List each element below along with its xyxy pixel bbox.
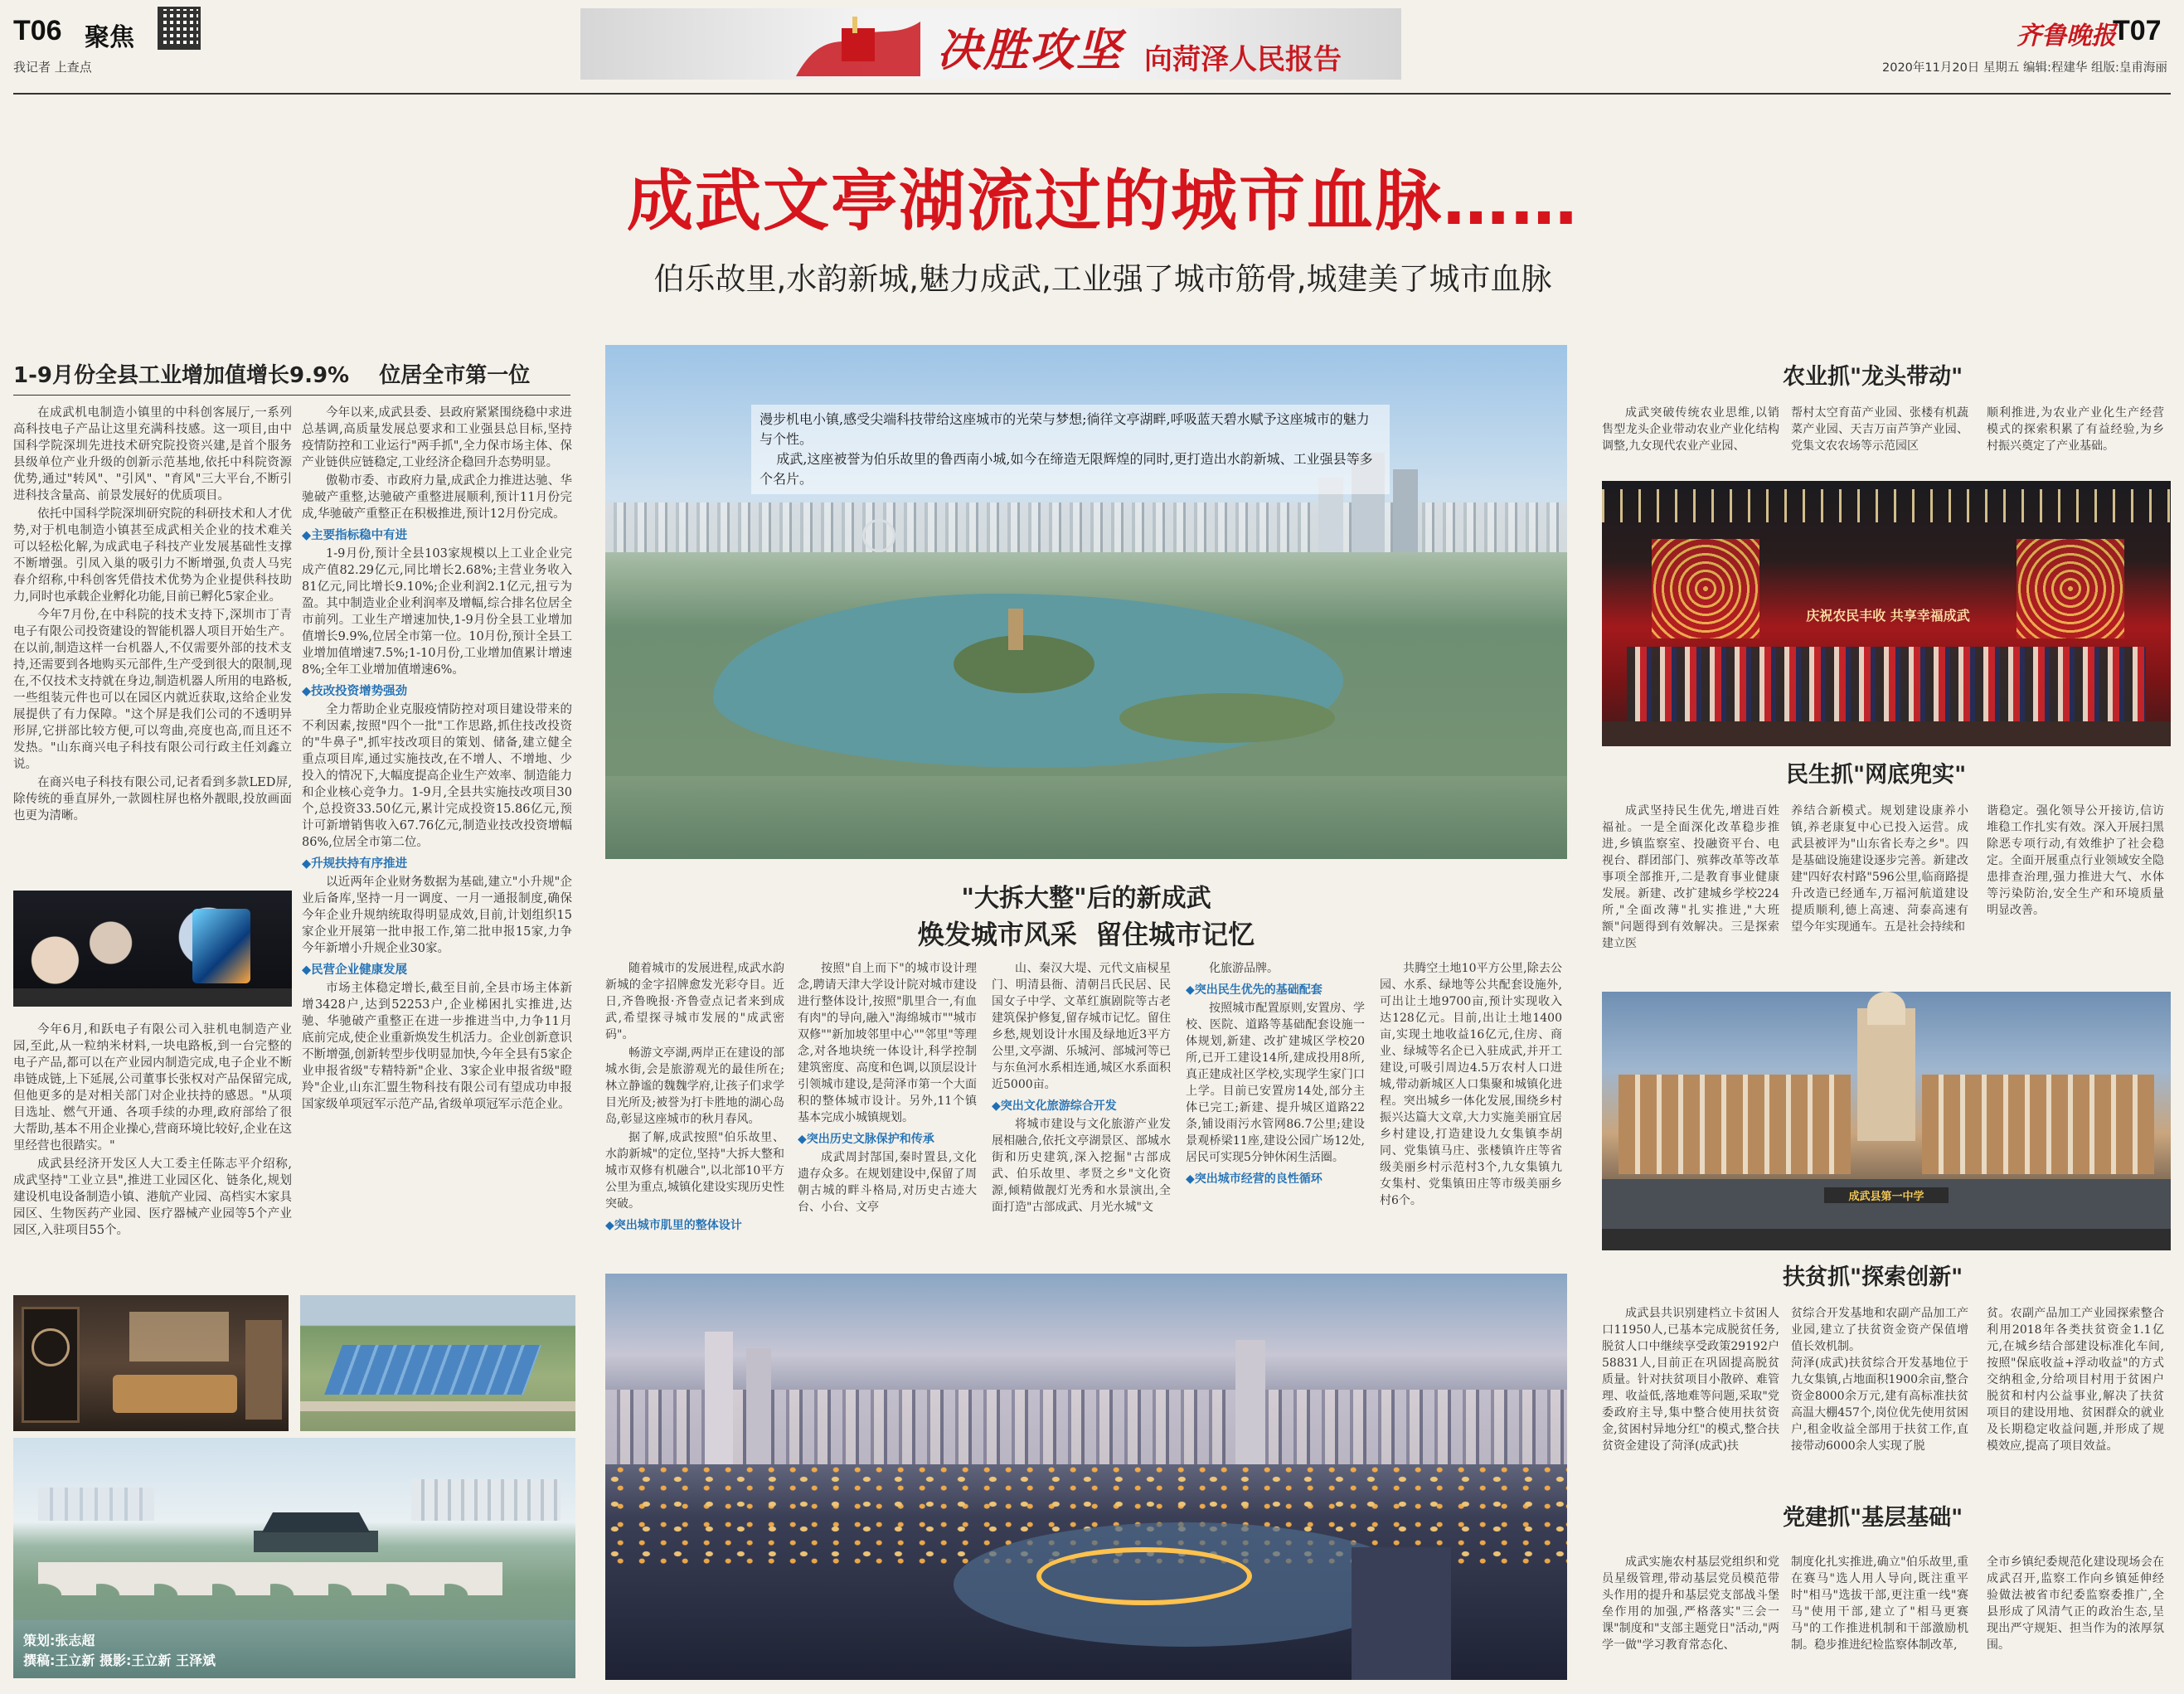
main-headline: 成武文亭湖流过的城市血脉…… (627, 163, 1579, 240)
paragraph: 全力帮助企业克服疫情防控对项目建设带来的不利因素,按照"四个一批"工作思路,抓住技改投资的"牛鼻子",抓牢技改项目的策划、储备,建立健全重点项目库,通过实施技改,在不增人、不增地、少投入的情况下,大幅度提高企业生产效率、制造能力和企业核心竞争力。1-9月,全县共实施技改项目30个,总投资33.50亿元,累计完成投资15.86亿元,预计可新增销售收入67.76亿元,制造业技改投资增幅86%,位居全市第二位。 (302, 703, 572, 849)
paragraph: 据了解,成武按照"伯乐故里、水韵新城"的定位,坚持"大拆大整和城市双修有机融合",以北部10平方公里为重点,城镇化建设实现历史性突破。 (605, 1131, 784, 1211)
section-livelihood-heading: 民生抓"网底兜实" (1786, 762, 1967, 788)
paragraph: 贫综合开发基地和农副产品加工产业园,建立了扶贫资金资产保值增值长效机制。 菏泽(成武)扶贫综合开发基地位于九女集镇,占地面积1900余亩,整合资金8000余万元,建有高标准扶贫高温大棚457个,岗位优先使用贫困户,租金收益全部用于扶贫工作,直接带动6000余人实现了脱 (1791, 1307, 1968, 1453)
photo-caption: 漫步机电小镇,感受尖端科技带给这座城市的光荣与梦想;徜徉文亭湖畔,呼吸蓝天碧水赋予这座城市的魅力与个性。 成武,这座被誉为伯乐故里的鲁西南小城,如今在缔造无限辉煌的同时,更打造出水韵新城、工业强县等多个名片。 (751, 405, 1390, 494)
middle-subheading-2: 焕发城市风采 留住城市记忆 (917, 919, 1255, 950)
header-rule (13, 93, 2171, 95)
section-agriculture-heading: 农业抓"龙头带动" (1783, 364, 1963, 390)
school-sign-text: 成武县第一中学 (1824, 1187, 1949, 1203)
credit-planning: 策划:张志超 (23, 1633, 95, 1648)
lake-aerial-photo (605, 345, 1567, 859)
left-section-name: 聚焦 (85, 23, 134, 52)
paragraph: 按照"自上而下"的城市设计理念,聘请天津大学设计院对城市建设进行整体设计,按照"肌里合一,有血有肉"的导向,融入"海绵城市""城市双修""新加坡邻里中心""邻里"等理念,对各地块统一体设计,科学控制建筑密度、高度和色调,以顶层设计引领城市建设,是菏泽市第一个大面积的整体城市设计。另外,11个镇基本完成小城镇规划。 (798, 962, 977, 1124)
paragraph: 市场主体稳定增长,截至目前,全县市场主体新增3428户,达到52253户,企业梯困扎实推进,达驰、华驰破产重整正在进一步推进当中,力争11月底前完成,使企业重新焕发生机活力。企业创新意识不断增强,创新转型步伐明显加快,今年全县有5家企业申报省级"专精特新"企业、3家企业申报省级"瞪羚"企业,山东汇盟生物科技有限公司有望成功申报国家级单项冠军示范产品,省级单项冠军示范企业。 (302, 982, 572, 1111)
subheading: ◆突出文化旅游综合开发 (992, 1099, 1117, 1113)
agriculture-col-3 (1987, 405, 2164, 488)
paragraph: 成武突破传统农业思维,以销售型龙头企业带动农业产业化结构调整,九女现代农业产业园、 (1602, 406, 1779, 453)
party-col-1 (1602, 1554, 1779, 1678)
led-screen-photo (13, 891, 292, 1007)
livelihood-col-1 (1602, 803, 1779, 985)
bridge-photo (13, 1438, 575, 1678)
paragraph: 共腾空土地10平方公里,除去公园、水系、绿地等公共配套设施外,可出让土地9700亩,预计实现收入达128亿元。目前,出让土地1400亩,实现土地收益16亿元,住房、商业、绿城等名企已入驻成武,并开工建设,可吸引周边4.5万农村人口进城,带动新城区人口集聚和城镇化进程。突出城乡一体化发展,围绕乡村振兴达篇大文章,大力实施美丽宜居乡村建设,打造建设九女集镇李胡同、党集镇马庄、张楼镇许庄等省级美丽乡村示范村3个,九女集镇九女集村、党集镇田庄等市级美丽乡村6个。 (1380, 962, 1562, 1207)
subheading: ◆突出城市肌里的整体设计 (605, 1219, 742, 1232)
section-poverty-heading: 扶贫抓"探索创新" (1783, 1264, 1963, 1290)
paragraph: 1-9月份,预计全县103家规模以上工业企业完成产值82.29亿元,同比增长2.68%;主营业务收入81亿元,同比增长9.10%;企业利润2.1亿元,扭亏为盈。其中制造业企业利润率及增幅,综合排名位居全市前列。工业生产增速加快,1-9月份全县工业增加值增长9.9%,位居全市第一位。10月份,预计全县工业增加值增速7.5%;1-10月份,工业增加值累计增速8%;全年工业增加值增速6%。 (302, 547, 572, 677)
paragraph: 成武周封郜国,秦时置县,文化遗存众多。在规划建设中,保留了周朝古城的畔斗格局,对历史古迹大台、小台、文亭 (798, 1151, 977, 1214)
subheading: ◆突出历史文脉保护和传承 (798, 1133, 934, 1146)
agriculture-col-1 (1602, 405, 1779, 488)
school-building-photo (1602, 992, 2171, 1250)
left-reporter-line: 我记者 上查点 (13, 60, 92, 75)
middle-column-1 (605, 960, 784, 1267)
paragraph: 今年以来,成武县委、县政府紧紧围绕稳中求进总基调,高质量发展总要求和工业强县总目标,坚持疫情防控和工业运行"两手抓",全力保市场主体、保产业链供应链稳定,工业经济企稳回升态势明显。 (302, 406, 572, 469)
paragraph: 依托中国科学院深圳研究院的科研技术和人才优势,对于机电制造小镇甚至成武相关企业的技术难关可以轻松化解,为成武电子科技产业发展基础性支撑不断增强。引凤入巢的吸引力不断增强,负责人马宪春介绍称,中科创客凭借技术优势为企业提供科技助力,同时也承载企业孵化功能,目前已孵化5家企业。 (13, 507, 292, 604)
right-page-number: T07 (2113, 15, 2162, 46)
banner-script: 决胜攻坚 (937, 23, 1123, 76)
showroom-photo (13, 1295, 289, 1431)
left-column-1 (13, 405, 292, 886)
right-logo: 齐鲁晚报 (2017, 22, 2116, 51)
left-section-heading: 1-9月份全县工业增加值增长9.9% 位居全市第一位 (13, 363, 531, 388)
factory-aerial-photo (300, 1295, 575, 1431)
left-column-2 (302, 405, 572, 1267)
section-party-building-heading: 党建抓"基层基础" (1783, 1505, 1963, 1531)
middle-column-4 (1186, 960, 1365, 1267)
qr-code-icon (158, 7, 201, 50)
poverty-col-3 (1987, 1305, 2164, 1546)
paragraph: 将城市建设与文化旅游产业发展相融合,依托文亭湖景区、部城水街和历史建筑,深入挖掘"古部成武、伯乐故里、孝贤之乡"文化资源,倾精做靓灯光秀和水景演出,全面打造"古部成武、月光水城"文 (992, 1118, 1171, 1214)
night-city-photo (605, 1274, 1567, 1680)
poverty-col-1 (1602, 1305, 1779, 1546)
middle-column-5 (1380, 960, 1562, 1267)
left-column-1b (13, 1022, 292, 1270)
paragraph: 成武县经济开发区人大工委主任陈志平介绍称,成武坚持"工业立县",推进工业园区化、链条化,规划建设机电设备制造小镇、港航产业园、高档实木家具园区、生物医药产业园、医疗器械产业园等5个产业园区,入驻项目55个。 (13, 1158, 292, 1237)
middle-column-3 (992, 960, 1171, 1267)
subheading: ◆民营企业健康发展 (302, 963, 408, 977)
livelihood-col-2 (1791, 803, 1968, 985)
middle-subheading-1: "大拆大整"后的新成武 (961, 884, 1211, 913)
paragraph: 山、秦汉大堤、元代文庙棂星门、明清县衙、清朝吕氏民居、民国女子中学、文革红旗剧院等古老建筑保护修复,留存城市记忆。留住乡愁,规划设计水围及绿地近3平方公里,文亭湖、乐城河、部城河等已与东鱼河水系相连通,城区水系面积近5000亩。 (992, 962, 1171, 1091)
paragraph: 全市乡镇纪委规范化建设现场会在成武召开,监察工作向乡镇延伸经验做法被省市纪委监察委推广,全县形成了风清气正的政治生态,呈现出严守规矩、担当作为的浓厚氛围。 (1987, 1556, 2164, 1652)
paragraph: 傲勒市委、市政府力量,成武企力推进达驰、华驰破产重整,达驰破产重整进展顺利,预计11月份完成,华驰破产重整正在积极推进,预计12月份完成。 (302, 474, 572, 521)
subheading: ◆技改投资增势强劲 (302, 685, 408, 698)
party-col-3 (1987, 1554, 2164, 1678)
paragraph: 顺利推进,为农业产业化生产经营模式的探索积累了有益经验,为乡村振兴奠定了产业基础。 (1987, 406, 2164, 453)
subheading: ◆突出城市经营的良性循环 (1186, 1172, 1323, 1186)
paragraph: 谐稳定。强化领导公开接访,信访堆稳工作扎实有效。深入开展扫黑除恶专项行动,有效维护了社会稳定。全面开展重点行业领域安全隐患排查治理,强力推进大气、水体等污染防治,安全生产和环境质量明显改善。 (1987, 804, 2164, 917)
harvest-festival-stage-photo (1602, 481, 2171, 746)
left-heading-rule (13, 395, 570, 396)
right-meta: 2020年11月20日 星期五 编辑:程建华 组版:皇甫海丽 (1882, 61, 2167, 75)
paragraph: 贫。农副产品加工产业园探索整合利用2018年各类扶贫资金1.1亿元,在城乡结合部建设标准化车间,按照"保底收益+浮动收益"的方式交纳租金,分给项目村用于贫困户脱贫和村内公益事业,解决了扶贫项目的建设用地、贫困群众的就业及长期稳定收益问题,并形成了规模效应,提高了项目效益。 (1987, 1307, 2164, 1453)
paragraph: 畅游文亭湖,两岸正在建设的部城水街,会是旅游观光的最佳所在;林立静谧的魏魏学府,让孩子们求学目光所及;被誉为打卡胜地的湖心岛岛,彰显这座城市的秋月春风。 (605, 1046, 784, 1126)
tiananmen-icon (796, 13, 920, 76)
paragraph: 化旅游品牌。 (1209, 962, 1279, 975)
paragraph: 今年6月,和跃电子有限公司入驻机电制造产业园,至此,从一粒纳米材料,一块电路板,到一台完整的电子产品,都可以在产业园内制造完成,电子企业不断串链成链,上下延展,公司董事长张权对产品保留完成,但他更多的是对相关部门对企业扶持的感恩。"从项目选址、燃气开通、各项手续的办理,政府部给了很大帮助,基本不用企业操心,营商环境比较好,企业在这里经营也很踏实。" (13, 1023, 292, 1153)
banner (580, 8, 1401, 80)
paragraph: 以近两年企业财务数据为基础,建立"小升规"企业后备库,坚持一月一调度、一月一通报制度,确保今年企业升规纳统取得明显成效,目前,计划组织15家企业开展第一批申报工作,第二批申报15家,力争今年新增小升规企业30家。 (302, 876, 572, 955)
credit-writers: 撰稿:王立新 摄影:王立新 王泽斌 (23, 1653, 216, 1668)
subheading: ◆主要指标稳中有进 (302, 529, 408, 542)
stage-banner-text: 庆祝农民丰收 共享幸福成武 (1806, 608, 1970, 624)
paragraph: 成武实施农村基层党组织和党员星级管理,带动基层党员模范带头作用的提升和基层党支部战斗堡垒作用的加强,严格落实"三会一课"制度和"支部主题党日"活动,"两学一做"学习教育常态化、 (1602, 1556, 1779, 1652)
left-page-number: T06 (13, 15, 62, 46)
agriculture-col-2 (1791, 405, 1968, 488)
paragraph: 成武坚持民生优先,增进百姓福祉。一是全面深化改革稳步推进,乡镇监察室、投融资平台、电视台、群团部门、殡葬改革等改革事项全部推开,二是教育事业健康发展。新建、改扩建城乡学校224所,"全面改薄"扎实推进,"大班额"问题得到有效解决。三是探索建立医 (1602, 804, 1779, 950)
paragraph: 成武县共识别建档立卡贫困人口11950人,已基本完成脱贫任务,脱贫人口中继续享受政策29192户58831人,目前正在巩固提高脱贫质量。针对扶贫项目小散碎、难管理、收益低,落地难等问题,采取"党委政府主导,集中整合使用扶贫资金,贫困村异地分红"的模式,整合扶贫资金建设了菏泽(成武)扶 (1602, 1307, 1779, 1453)
subheading: ◆突出民生优先的基础配套 (1186, 983, 1323, 997)
paragraph: 随着城市的发展进程,成武水韵新城的金字招牌愈发光彩夺目。近日,齐鲁晚报·齐鲁壹点记者来到成武,希望探寻城市发展的"成武密码"。 (605, 962, 784, 1041)
paragraph: 养结合新模式。规划建设康养小镇,养老康复中心已投入运营。成武县被评为"山东省长寿之乡"。四是基础设施建设逐步完善。新建改建"四好农村路"596公里,临商路提升改造已经通车,万福河航道建设提质顺利,德上高速、菏泰高速有望今年实现通车。五是社会持续和 (1791, 804, 1968, 934)
paragraph: 按照城市配置原则,安置房、学校、医院、道路等基础配套设施一体规划,新建、改扩建城区学校20所,已开工建设14所,建成投用8所,真正建成社区学校,实现学生家门口上学。目前已安置房14处,部分主体已完工;新建、提升城区道路22条,铺设雨污水管网86.7公里;建设景观桥梁11座,建设公园广场12处,居民可实现5分钟休闲生活圈。 (1186, 1002, 1365, 1164)
livelihood-col-3 (1987, 803, 2164, 985)
paragraph: 制度化扎实推进,确立"伯乐故里,重在赛马"选人用人导向,既注重平时"相马"选拔干部,更注重一线"赛马"使用干部,建立了"相马更赛马"的工作推进机制和干部激励机制。稳步推进纪检监察体制改革, (1791, 1556, 1968, 1652)
paragraph: 在成武机电制造小镇里的中科创客展厅,一系列高科技电子产品让这里充满科技感。这一项目,由中国科学院深圳先进技术研究院投资兴建,是首个服务县级单位产业升级的创新示范基地,依托中科院资源优势,通过"转风"、"引风"、"育风"三大平台,不断引进科技含量高、前景发展好的优质项目。 (13, 406, 292, 502)
page-header (0, 0, 2184, 98)
main-subtitle: 伯乐故里,水韵新城,魅力成武,工业强了城市筋骨,城建美了城市血脉 (653, 261, 1552, 297)
subheading: ◆升规扶持有序推进 (302, 857, 408, 871)
paragraph: 今年7月份,在中科院的技术支持下,深圳市丁青电子有限公司投资建设的智能机器人项目开始生产。在以前,制造这样一台机器人,不仅需要外部的技术支持,还需要到各地购买元部件,生产受到很大的限制,现在,不仅技术支持就在身边,制造机器人所用的电路板,一些组装元件也可以在园区内就近获取,这给企业发展提供了有力保障。"这个屏是我们公司的不透明异形屏,它拼部比较方便,可以弯曲,亮度也高,而且还不发热。"山东商兴电子科技有限公司行政主任刘鑫立说。 (13, 609, 292, 771)
middle-column-2 (798, 960, 977, 1267)
paragraph: 在商兴电子科技有限公司,记者看到多款LED屏,除传统的垂直屏外,一款圆柱屏也格外靓眼,投放画面也更为清晰。 (13, 776, 292, 823)
party-col-2 (1791, 1554, 1968, 1678)
banner-text: 向菏泽人民报告 (1144, 43, 1342, 76)
paragraph: 帮村太空育苗产业园、张楼有机蔬菜产业园、天吉万亩芦笋产业园、党集文农农场等示范园区 (1791, 406, 1968, 453)
